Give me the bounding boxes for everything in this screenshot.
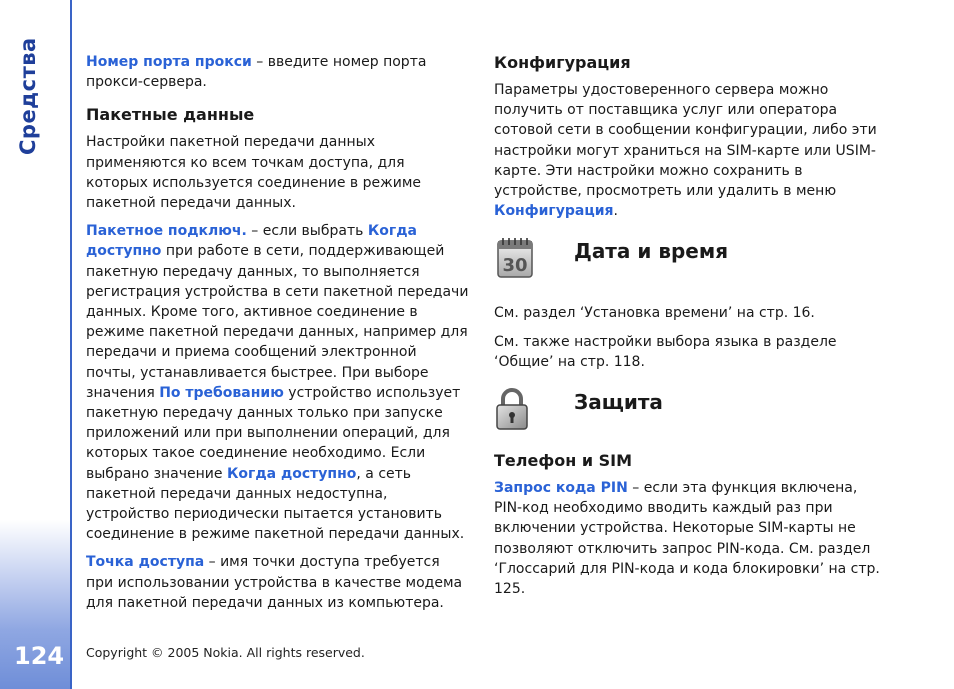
datetime-heading-row	[494, 235, 886, 287]
proxy-port-term: Номер порта прокси	[86, 54, 252, 70]
page-number: 124	[14, 642, 65, 670]
proxy-port-text: – введите номер порта прокси-сервера.	[86, 54, 427, 91]
proxy-port-paragraph	[86, 52, 470, 92]
calendar-icon	[494, 235, 574, 287]
access-point-text: – имя точки доступа требуется при использовании устройства в качестве модема для пакетной передачи данных из компьютера.	[86, 554, 463, 611]
packet-connection-paragraph	[86, 221, 470, 544]
pin-request-term: Запрос кода PIN	[494, 480, 628, 497]
packet-connection-text-4: , а сеть пакетной передачи данных недоступна, устройство периодически пытается установить соединение в режиме пакетной передачи данных.	[86, 465, 465, 543]
packet-connection-text-2: при работе в сети, поддерживающей пакетную передачу данных, то выполняется регистрация устройства в сети пакетной передачи данных. Кроме того, активное соединение в режиме пакетной передачи данных, например для передачи и приема сообщений электронной почты, устанавливается быстрее. При выборе значения	[86, 243, 469, 401]
calendar-day: 30	[502, 255, 528, 277]
phone-sim-heading: Телефон и SIM	[494, 451, 633, 471]
packet-connection-text-3: устройство использует пакетную передачу данных только при запуске приложений или при выполнении операций, для которых такое соединение необходимо. Если выбрано значение	[86, 384, 461, 482]
right-column	[494, 52, 886, 607]
configuration-text: Параметры удостоверенного сервера можно получить от поставщика услуг или оператора сотовой сети в сообщении конфигурации, либо эти настройки могут храниться на SIM-карте или USIM-карте. Эти настройки можно сохранить в устройстве, просмотреть или удалить в меню	[494, 82, 877, 200]
packet-connection-text-1: – если выбрать	[246, 223, 368, 240]
section-title: Средства	[16, 37, 40, 155]
datetime-paragraph-1: См. раздел ‘Установка времени’ на стр. 16.	[494, 305, 815, 322]
configuration-heading: Конфигурация	[494, 53, 631, 72]
datetime-heading: Дата и время	[574, 239, 729, 264]
datetime-paragraph-2: См. также настройки выбора языка в разделе ‘Общие’ на стр. 118.	[494, 333, 837, 370]
security-heading-row	[494, 386, 886, 438]
left-column	[86, 52, 470, 621]
pin-request-paragraph	[494, 478, 886, 599]
pin-request-text: – если эта функция включена, PIN-код необходимо вводить каждый раз при включении устройства. Некоторые SIM-карты не позволяют отключить запрос PIN-кода. См. раздел ‘Глоссарий для PIN-кода и кода блокировки’ на стр. 125.	[494, 480, 880, 598]
configuration-paragraph	[494, 80, 886, 221]
on-demand-term: По требованию	[159, 384, 284, 401]
packet-data-heading: Пакетные данные	[86, 105, 255, 125]
when-available-term-2: Когда доступно	[226, 465, 357, 482]
configuration-end: .	[613, 203, 618, 220]
lock-icon	[494, 386, 574, 438]
copyright-footer: Copyright © 2005 Nokia. All rights reserved.	[86, 645, 365, 660]
packet-connection-term: Пакетное подключ.	[86, 223, 247, 240]
packet-intro: Настройки пакетной передачи данных применяются ко всем точкам доступа, для которых используется соединение в режиме пакетной передачи данных.	[86, 134, 422, 212]
access-point-term: Точка доступа	[86, 554, 205, 571]
sidebar	[0, 0, 72, 689]
access-point-paragraph	[86, 552, 470, 613]
configuration-term: Конфигурация	[494, 203, 614, 220]
security-heading: Защита	[574, 390, 663, 415]
when-available-term: Когда доступно	[86, 223, 417, 260]
